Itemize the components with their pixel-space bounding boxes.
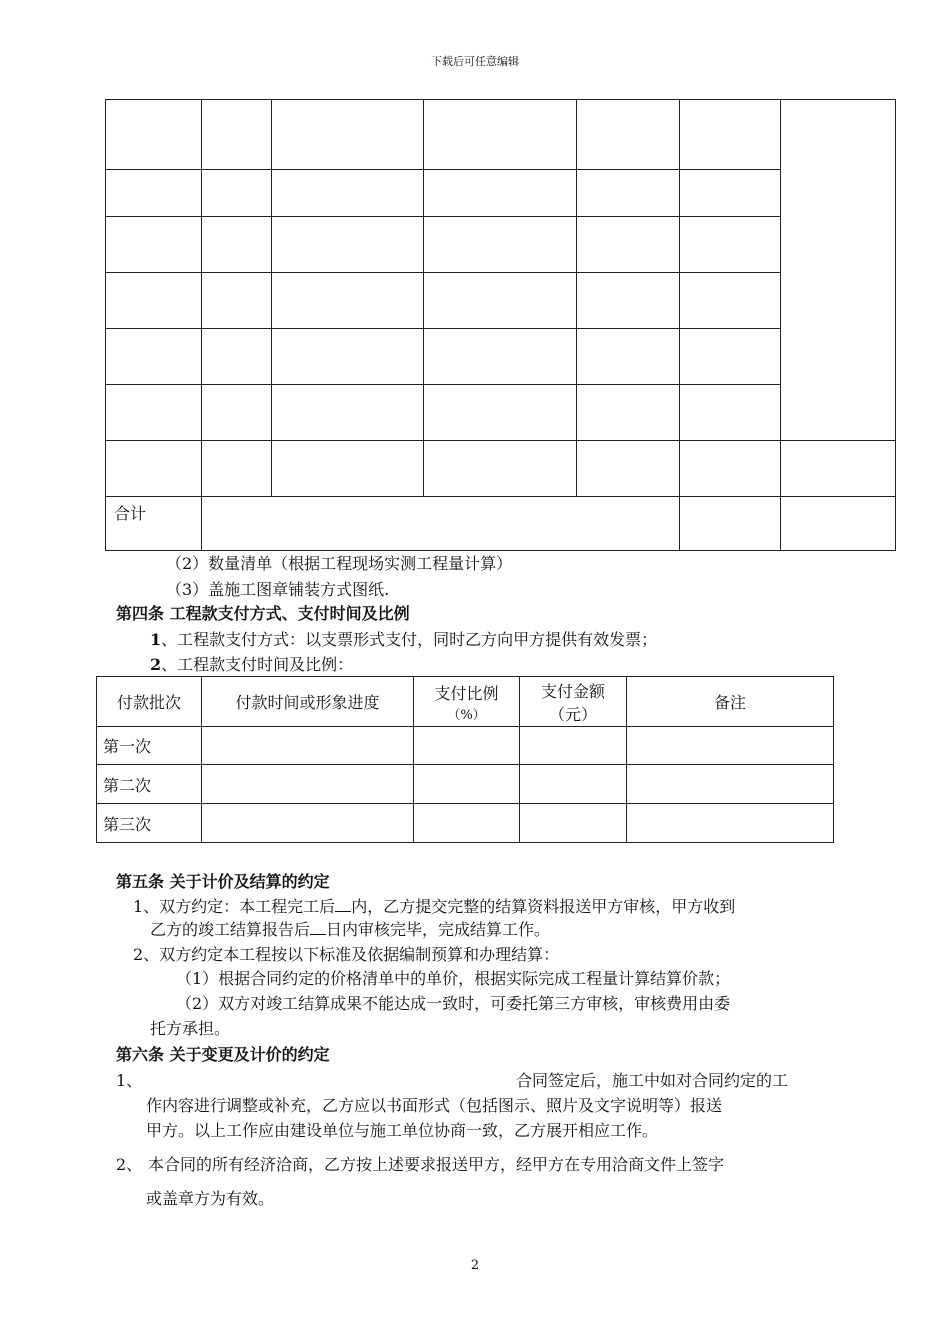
header-time: 付款时间或形象进度	[202, 677, 414, 727]
page-header: 下载后可任意编辑	[431, 55, 519, 68]
article5-p2: 2、双方约定本工程按以下标准及依据编制预算和办理结算：	[133, 945, 560, 964]
article5-p2-1: （1）根据合同约定的价格清单中的单价，根据实际完成工程量计算结算价款；	[176, 969, 731, 988]
table-header-row	[97, 677, 834, 727]
article6-p1-num: 1、	[116, 1071, 143, 1090]
article6-title: 第六条 关于变更及计价的约定	[116, 1045, 330, 1064]
page-number: 2	[470, 1258, 480, 1273]
article5-p1-line2: 乙方的竣工结算报告后 日内审核完毕，完成结算工作。	[150, 920, 551, 939]
total-row	[106, 497, 896, 551]
article5-p1-line1: 1、双方约定：本工程完工后 内，乙方提交完整的结算资料报送甲方审核，甲方收到	[133, 897, 736, 916]
table-row	[106, 100, 896, 170]
article6-p1-line2: 作内容进行调整或补充，乙方应以书面形式（包括图示、照片及文字说明等）报送	[146, 1096, 723, 1115]
table-row	[106, 385, 896, 441]
list-item-2: （2）数量清单（根据工程现场实测工程量计算）	[166, 554, 513, 573]
article6-p2-line2: 或盖章方为有效。	[146, 1189, 275, 1208]
header-ratio: 支付比例 （%）	[414, 677, 520, 727]
article5-p2-2-line2: 托方承担。	[150, 1019, 231, 1038]
header-batch: 付款批次	[97, 677, 202, 727]
article4-p1: 1、工程款支付方式：以支票形式支付，同时乙方向甲方提供有效发票；	[150, 630, 658, 649]
table-row	[97, 765, 834, 804]
table-row	[106, 273, 896, 329]
article6-p2-num: 2、	[116, 1155, 143, 1174]
table-row	[106, 217, 896, 273]
article5-title: 第五条 关于计价及结算的约定	[116, 872, 330, 891]
merged-cell	[781, 100, 896, 441]
article6-p2-line1: 本合同的所有经济洽商，乙方按上述要求报送甲方，经甲方在专用洽商文件上签字	[148, 1155, 725, 1174]
table-row	[106, 441, 896, 497]
article6-p1-line3: 甲方。以上工作应由建设单位与施工单位协商一致，乙方展开相应工作。	[146, 1121, 659, 1140]
row-label: 第一次	[97, 727, 202, 765]
row-label: 第三次	[97, 804, 202, 843]
article6-p1-line1: 合同签定后，施工中如对合同约定的工	[516, 1071, 789, 1090]
total-label: 合计	[106, 497, 202, 551]
header-remark: 备注	[627, 677, 834, 727]
header-amount: 支付金额 （元）	[520, 677, 627, 727]
article4-title: 第四条 工程款支付方式、支付时间及比例	[116, 604, 410, 623]
list-item-3: （3）盖施工图章铺装方式图纸.	[166, 580, 390, 599]
payment-table	[96, 676, 834, 843]
row-label: 第二次	[97, 765, 202, 804]
table-row	[106, 329, 896, 385]
article4-p2: 2、工程款支付时间及比例：	[150, 655, 354, 674]
table-row	[106, 170, 896, 217]
article5-p2-2-line1: （2）双方对竣工结算成果不能达成一致时，可委托第三方审核，审核费用由委	[176, 994, 731, 1013]
quantity-table	[105, 99, 896, 551]
table-row	[97, 804, 834, 843]
table-row	[97, 727, 834, 765]
